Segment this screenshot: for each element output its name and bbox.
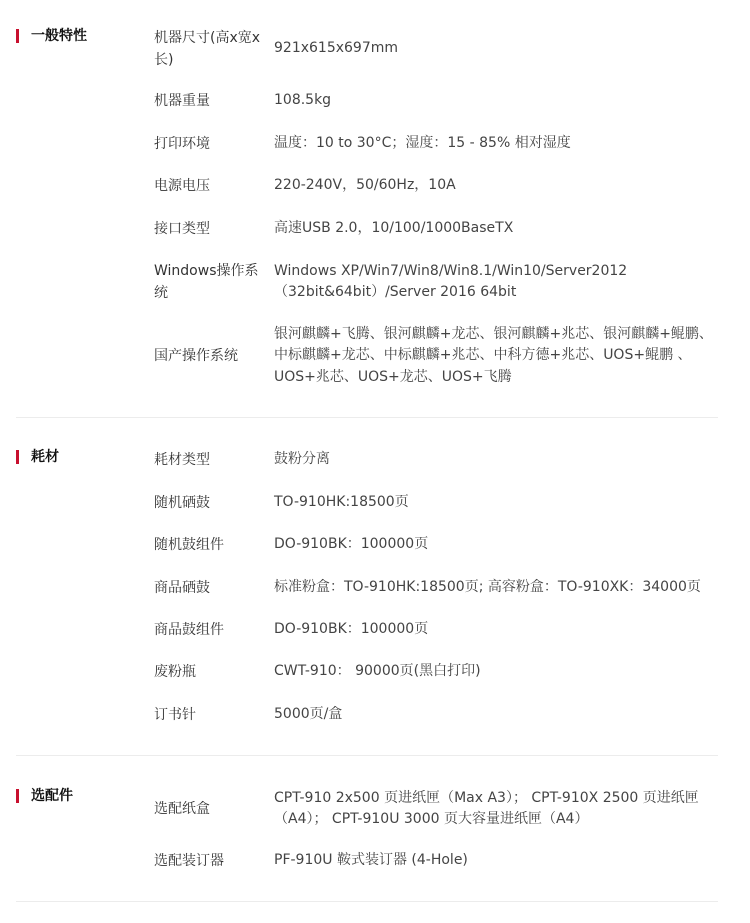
spec-value: DO-910BK：100000页 <box>274 536 429 553</box>
spec-row <box>154 492 718 514</box>
spec-value: 高速USB 2.0，10/100/1000BaseTX <box>274 220 514 237</box>
spec-label: 废粉瓶 <box>154 664 196 680</box>
spec-label: 随机鼓组件 <box>154 537 224 553</box>
spec-label: 随机硒鼓 <box>154 495 210 511</box>
spec-row <box>154 133 718 155</box>
section-options <box>16 756 718 902</box>
spec-label: 国产操作系统 <box>154 348 238 364</box>
spec-row <box>154 577 718 599</box>
spec-row <box>154 787 718 831</box>
spec-row <box>154 218 718 240</box>
spec-value: 标准粉盒：TO-910HK:18500页; 高容粉盒：TO-910XK：34000页 <box>274 579 701 596</box>
spec-row <box>154 449 718 471</box>
section-consumables <box>16 418 718 756</box>
spec-value: 银河麒麟+飞腾、银河麒麟+龙芯、银河麒麟+兆芯、银河麒麟+鲲鹏、中标麒麟+龙芯、中标麒麟+兆芯、中科方德+兆芯、UOS+鲲鹏 、UOS+兆芯、UOS+龙芯、UOS+飞腾 <box>274 325 713 385</box>
section-title: 耗材 <box>31 449 59 465</box>
spec-row <box>154 175 718 197</box>
spec-label: 耗材类型 <box>154 452 210 468</box>
spec-value: CWT-910： 90000页(黑白打印) <box>274 663 481 680</box>
spec-value: TO-910HK:18500页 <box>274 494 409 511</box>
spec-value: DO-910BK：100000页 <box>274 621 429 638</box>
spec-value: Windows XP/Win7/Win8/Win8.1/Win10/Server2012（32bit&64bit）/Server 2016 64bit <box>274 262 628 300</box>
section-marker <box>16 29 19 43</box>
section-title: 一般特性 <box>31 28 87 44</box>
spec-row <box>154 324 718 388</box>
section-header <box>16 448 59 466</box>
spec-value: PF-910U 鞍式装订器 (4-Hole) <box>274 852 468 869</box>
spec-row <box>154 661 718 683</box>
spec-row <box>154 619 718 641</box>
section-header <box>16 27 87 45</box>
spec-row <box>154 90 718 112</box>
section-general <box>16 0 718 418</box>
section-title: 选配件 <box>31 788 73 804</box>
spec-label: Windows操作系统 <box>154 263 259 301</box>
spec-label: 商品鼓组件 <box>154 622 224 638</box>
spec-row <box>154 850 718 872</box>
spec-label: 打印环境 <box>154 136 210 152</box>
section-header <box>16 787 73 805</box>
spec-value: 108.5kg <box>274 92 332 109</box>
spec-row <box>154 704 718 726</box>
section-marker <box>16 789 19 803</box>
spec-value: 220-240V，50/60Hz，10A <box>274 177 456 194</box>
spec-label: 订书针 <box>154 707 196 723</box>
spec-value: CPT-910 2x500 页进纸匣（Max A3）； CPT-910X 2500 页进纸匣（A4）； CPT-910U 3000 页大容量进纸匣（A4） <box>274 789 699 827</box>
spec-row <box>154 534 718 556</box>
spec-label: 选配装订器 <box>154 853 224 869</box>
spec-row <box>154 27 718 71</box>
spec-value: 鼓粉分离 <box>274 451 330 468</box>
spec-value: 921x615x697mm <box>274 40 399 57</box>
spec-label: 电源电压 <box>154 178 210 194</box>
section-marker <box>16 450 19 464</box>
spec-row <box>154 260 718 304</box>
spec-value: 温度：10 to 30°C；湿度：15 - 85% 相对湿度 <box>274 135 571 152</box>
spec-label: 商品硒鼓 <box>154 580 210 596</box>
spec-label: 机器尺寸(高x宽x长) <box>154 30 261 68</box>
spec-label: 机器重量 <box>154 93 210 109</box>
spec-label: 选配纸盒 <box>154 801 210 817</box>
spec-label: 接口类型 <box>154 221 210 237</box>
spec-value: 5000页/盒 <box>274 706 343 723</box>
